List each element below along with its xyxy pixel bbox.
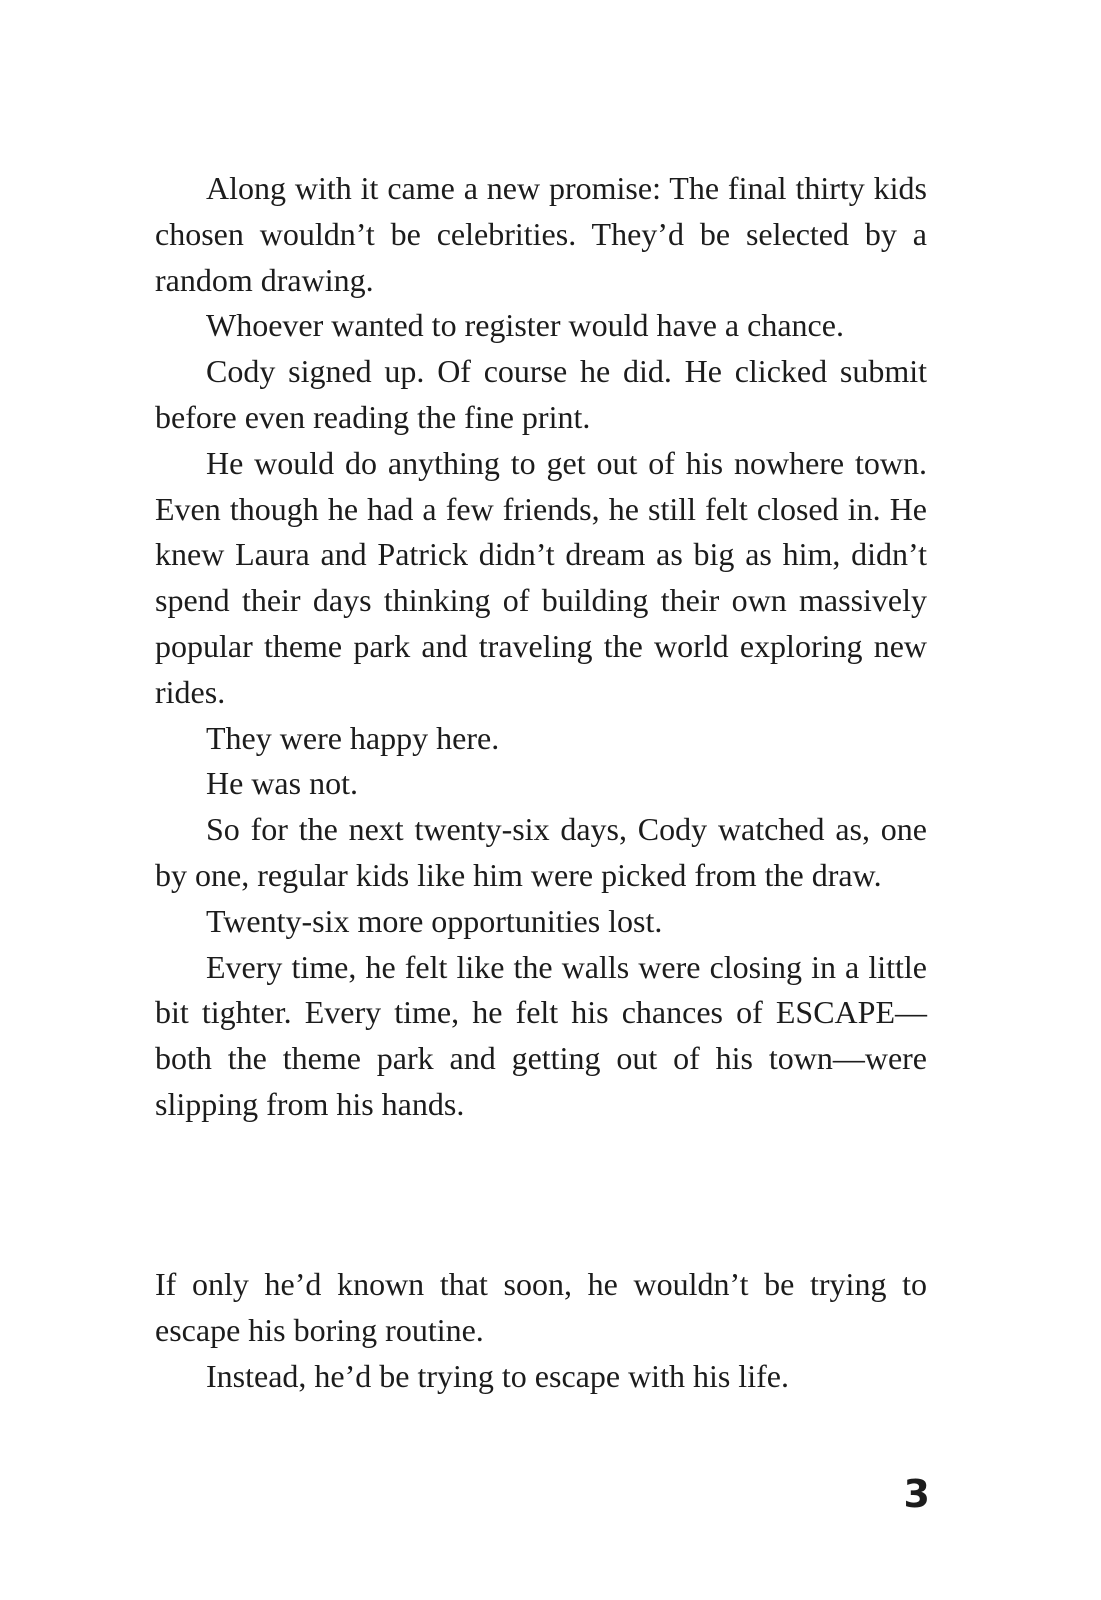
paragraph: Instead, he’d be trying to escape with his life. [206,1357,789,1394]
section-one [155,166,927,1128]
paragraph: Cody signed up. Of course he did. He clicked submit before even reading the fine print. [155,353,927,435]
paragraph: He was not. [206,765,358,802]
paragraph: So for the next twenty-six days, Cody watched as, one by one, regular kids like him were picked from the draw. [155,811,927,893]
paragraph: Every time, he felt like the walls were closing in a little bit tighter. Every time, he felt his chances of ESCAPE—both the theme park and getting out of his town—were slipping from his hands. [155,948,927,1122]
paragraph: Twenty-six more opportunities lost. [206,902,663,939]
paragraph: Along with it came a new promise: The final thirty kids chosen wouldn’t be celebrities. They’d be selected by a random drawing. [155,170,927,298]
page-number: 3 [903,1472,930,1516]
paragraph: Whoever wanted to register would have a chance. [206,307,844,344]
paragraph: They were happy here. [206,719,500,756]
paragraph: He would do anything to get out of his nowhere town. Even though he had a few friends, he still felt closed in. He knew Laura and Patrick didn’t dream as big as him, didn’t spend their days thinking of building their own massively popular theme park and traveling the world exploring new rides. [155,444,927,710]
section-two [155,1262,927,1399]
paragraph: If only he’d known that soon, he wouldn’t be trying to escape his boring routine. [155,1266,927,1348]
